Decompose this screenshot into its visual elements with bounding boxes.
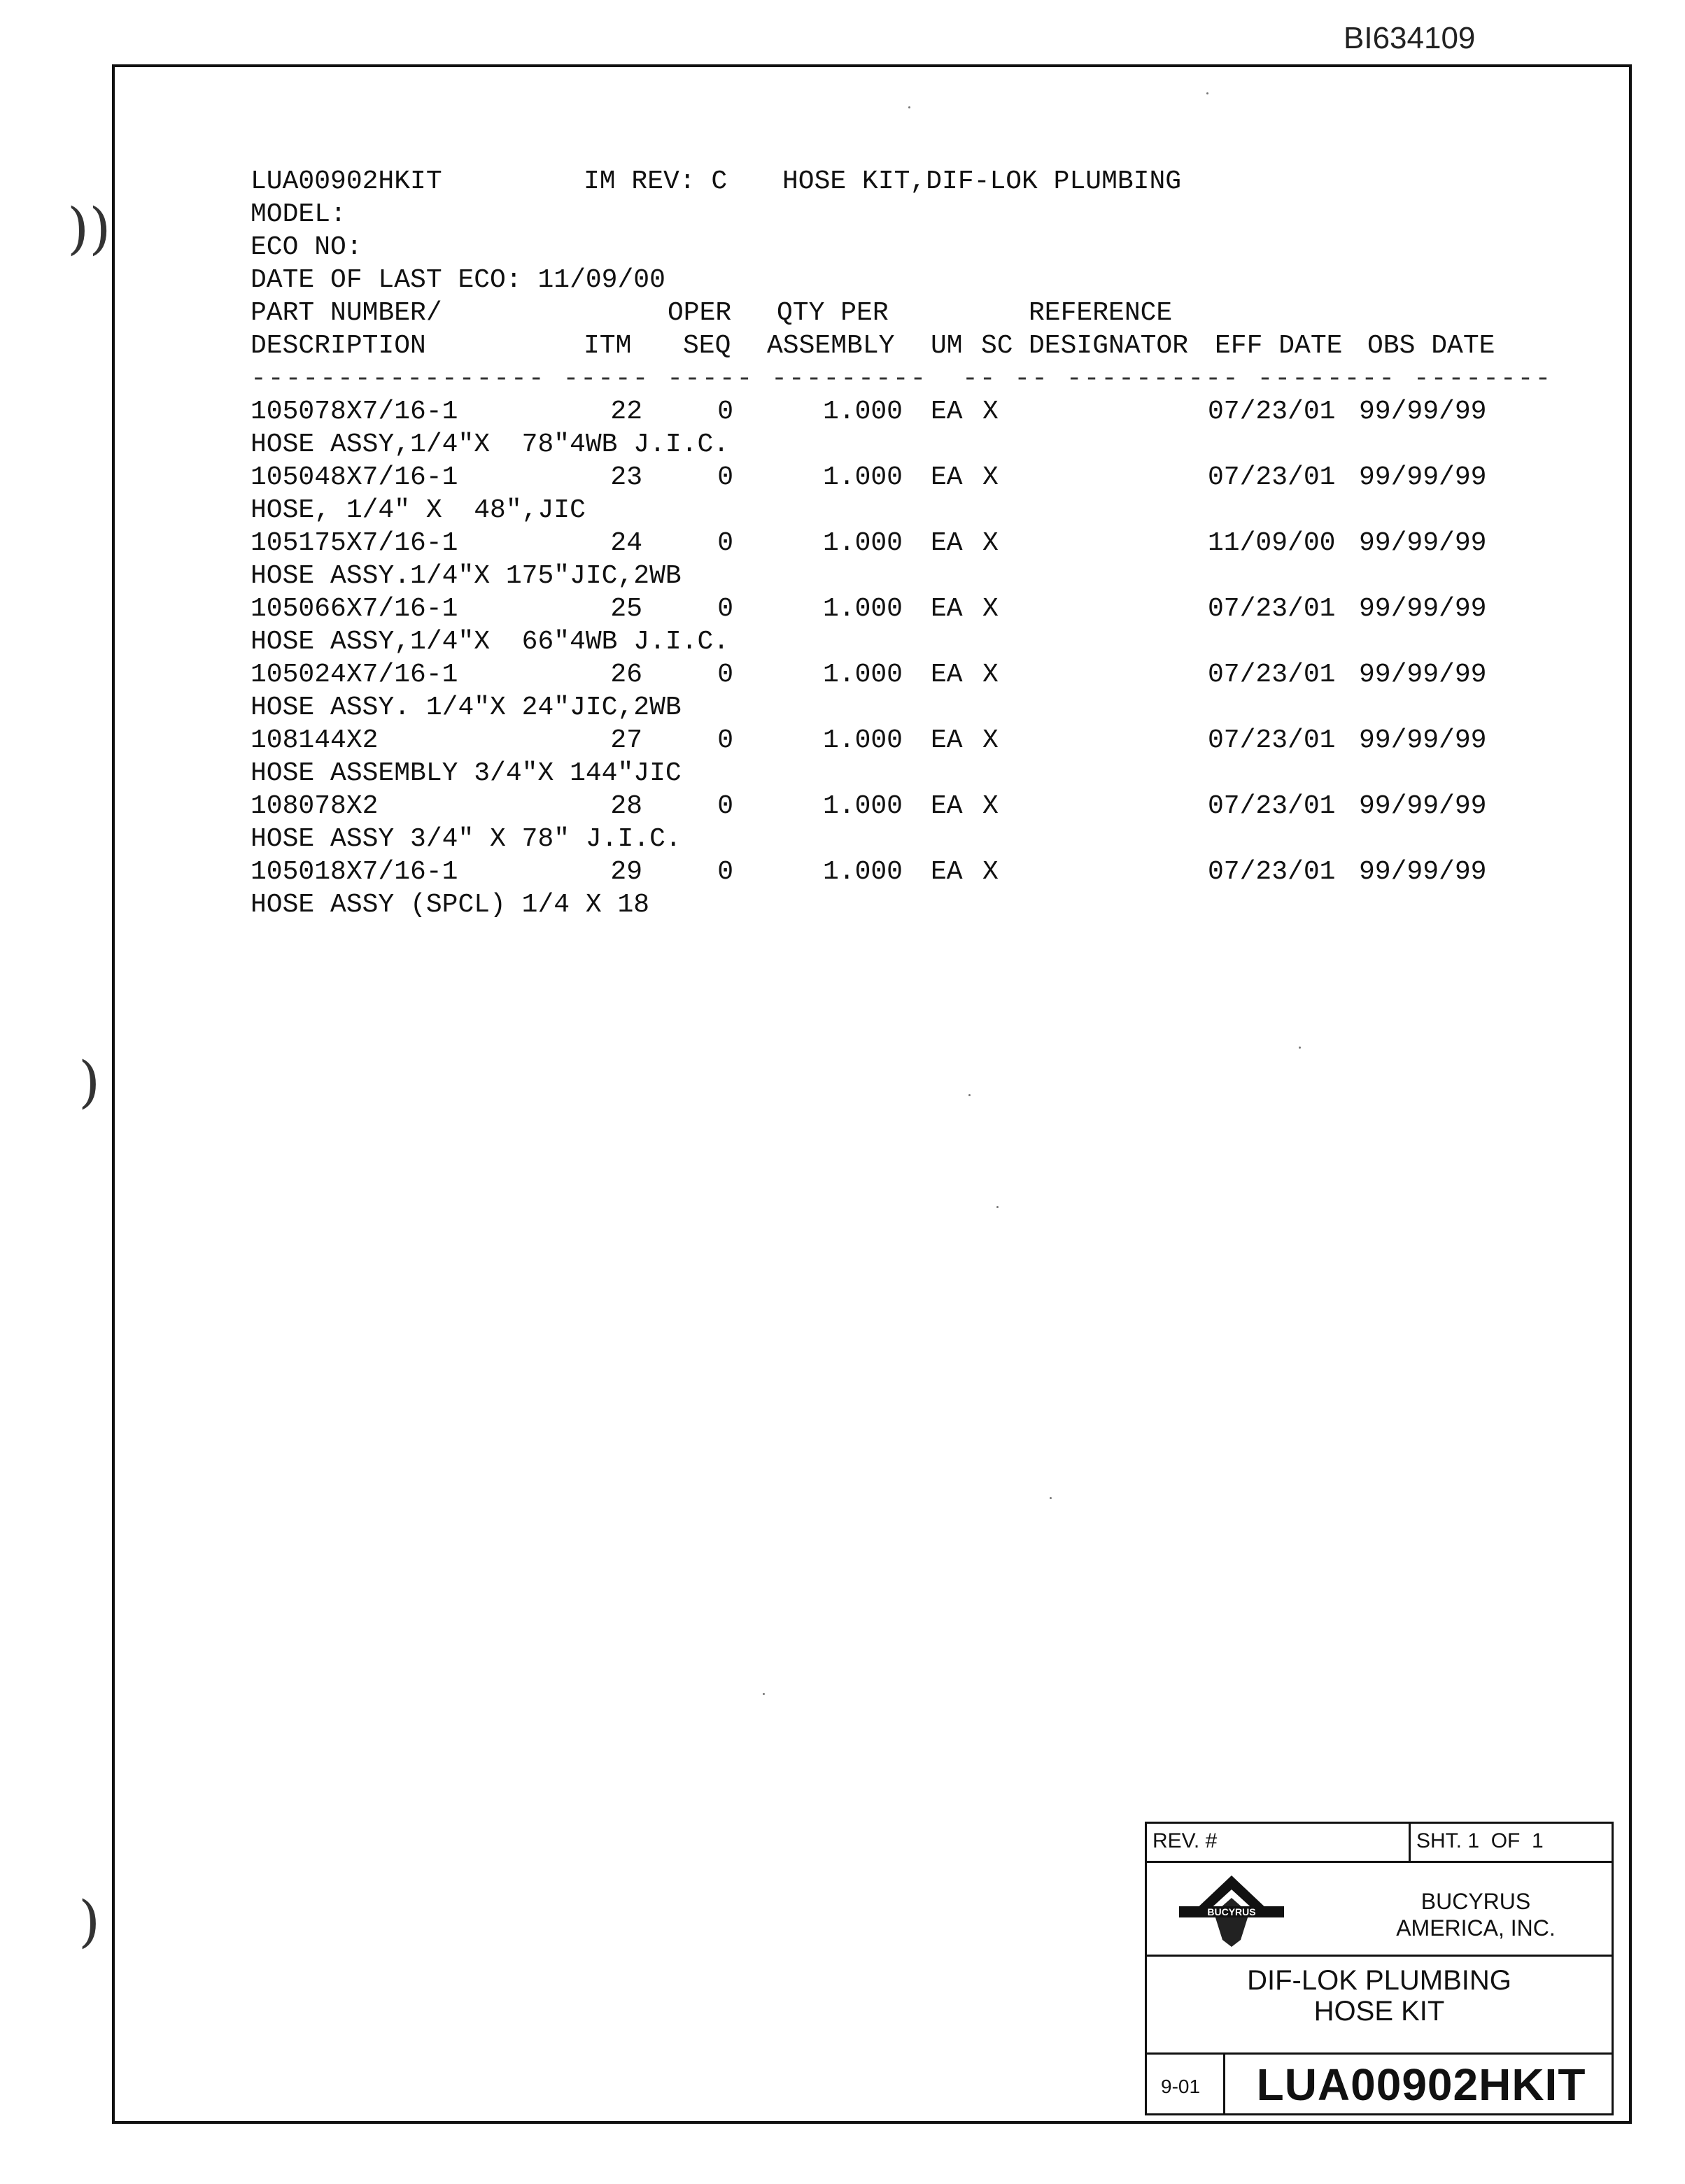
col-obs-date: OBS DATE [1367,331,1495,361]
title-block-title-row [1147,1957,1612,2055]
kit-title: HOSE KIT,DIF-LOK PLUMBING [782,166,1182,197]
eco-number-label: ECO NO: [251,232,362,262]
item-um: EA [931,528,963,558]
item-eff-date: 11/09/00 [1208,528,1336,558]
parts-listing [251,165,1553,921]
item-um: EA [931,725,963,756]
item-part-number: 105018X7/16-1 [251,857,458,887]
item-itm: 27 [610,725,642,756]
item-obs-date: 99/99/99 [1359,397,1487,427]
separator-dashes: ----------------- ----- ----- --------- -- -- ---------- -------- -------- [251,364,1553,394]
item-oper-seq: 0 [717,397,733,427]
item-obs-date: 99/99/99 [1359,725,1487,756]
im-revision: IM REV: C [584,166,728,197]
item-part-number: 105078X7/16-1 [251,397,458,427]
header-line-1 [251,165,1182,198]
item-sc: X [982,725,999,756]
item-itm: 28 [610,791,642,821]
item-rows [251,395,1487,921]
item-oper-seq: 0 [717,857,733,887]
item-um: EA [931,857,963,887]
company-line-1: BUCYRUS [1420,1889,1531,1914]
item-um: EA [931,594,963,624]
col-oper: OPER [668,298,732,328]
col-part-number: PART NUMBER/ [251,298,442,328]
item-description: HOSE ASSEMBLY 3/4"X 144"JIC [251,758,682,788]
item-qty: 1.000 [822,857,903,887]
item-row [251,593,1487,625]
col-itm: ITM [584,331,632,361]
column-separator [251,362,1553,395]
scan-speck [908,106,910,108]
item-row [251,395,1487,428]
header-line-model [251,198,346,231]
title-block [1145,1822,1614,2115]
scan-speck [996,1206,999,1208]
item-qty: 1.000 [822,397,903,427]
item-description: HOSE ASSY 3/4" X 78" J.I.C. [251,824,682,854]
logo-lettering: BUCYRUS [1207,1906,1256,1917]
title-block-rev-row [1147,1824,1612,1863]
item-oper-seq: 0 [717,791,733,821]
item-row [251,724,1487,757]
item-oper-seq: 0 [717,594,733,624]
col-assembly: ASSEMBLY [767,331,895,361]
item-qty: 1.000 [822,725,903,756]
col-sc: SC [981,331,1013,361]
item-obs-date: 99/99/99 [1359,528,1487,558]
item-sc: X [982,462,999,492]
item-part-number: 105048X7/16-1 [251,462,458,492]
col-eff-date: EFF DATE [1215,331,1343,361]
drawing-number: LUA00902HKIT [1256,2059,1586,2110]
item-row [251,856,1487,888]
item-description: HOSE ASSY,1/4"X 66"4WB J.I.C. [251,627,730,657]
title-block-number-row [1147,2055,1612,2113]
item-sc: X [982,528,999,558]
item-qty: 1.000 [822,660,903,690]
sheet-box [1409,1824,1612,1861]
margin-mark: )) [67,196,111,261]
item-part-number: 108078X2 [251,791,379,821]
item-qty: 1.000 [822,791,903,821]
item-description-row [251,494,586,527]
col-description: DESCRIPTION [251,331,426,361]
last-eco-date: DATE OF LAST ECO: 11/09/00 [251,265,665,295]
item-itm: 22 [610,397,642,427]
item-description-row [251,691,682,724]
item-description-row [251,823,682,856]
kit-part-number: LUA00902HKIT [251,166,442,197]
scan-speck [1299,1047,1301,1049]
item-qty: 1.000 [822,594,903,624]
scan-speck [1206,92,1208,94]
item-eff-date: 07/23/01 [1208,660,1336,690]
item-description-row [251,757,682,790]
item-description-row [251,625,730,658]
item-sc: X [982,594,999,624]
scan-speck [763,1693,765,1695]
drawing-title-line-2: HOSE KIT [1313,1996,1445,2027]
item-eff-date: 07/23/01 [1208,397,1336,427]
item-obs-date: 99/99/99 [1359,791,1487,821]
item-itm: 29 [610,857,642,887]
document-id: BI634109 [1344,21,1476,55]
item-description-row [251,888,650,921]
col-designator: DESIGNATOR [1029,331,1189,361]
item-description: HOSE ASSY.1/4"X 175"JIC,2WB [251,561,682,591]
item-qty: 1.000 [822,528,903,558]
revision-label: REV. # [1152,1829,1218,1852]
item-um: EA [931,462,963,492]
item-qty: 1.000 [822,462,903,492]
model-label: MODEL: [251,199,346,229]
item-description-row [251,560,682,593]
item-part-number: 105066X7/16-1 [251,594,458,624]
item-itm: 25 [610,594,642,624]
drawing-title-line-1: DIF-LOK PLUMBING [1247,1965,1511,1996]
item-itm: 23 [610,462,642,492]
title-block-logo-row [1147,1863,1612,1957]
item-um: EA [931,397,963,427]
item-sc: X [982,397,999,427]
item-description: HOSE ASSY,1/4"X 78"4WB J.I.C. [251,430,730,460]
col-reference: REFERENCE [1029,298,1173,328]
item-obs-date: 99/99/99 [1359,594,1487,624]
item-oper-seq: 0 [717,462,733,492]
item-oper-seq: 0 [717,528,733,558]
col-um: UM [931,331,963,361]
item-obs-date: 99/99/99 [1359,660,1487,690]
header-line-eco-date [251,264,665,297]
scan-speck [968,1094,971,1096]
item-sc: X [982,660,999,690]
item-itm: 24 [610,528,642,558]
item-obs-date: 99/99/99 [1359,462,1487,492]
item-eff-date: 07/23/01 [1208,791,1336,821]
item-um: EA [931,660,963,690]
item-obs-date: 99/99/99 [1359,857,1487,887]
item-eff-date: 07/23/01 [1208,857,1336,887]
column-header-line-1 [251,297,1173,329]
item-description: HOSE ASSY (SPCL) 1/4 X 18 [251,890,650,920]
item-row [251,461,1487,494]
item-description: HOSE, 1/4" X 48",JIC [251,495,586,525]
scan-speck [1050,1497,1052,1499]
item-part-number: 105024X7/16-1 [251,660,458,690]
item-sc: X [982,857,999,887]
col-qty-per: QTY PER [777,298,889,328]
item-row [251,790,1487,823]
item-sc: X [982,791,999,821]
col-seq: SEQ [683,331,731,361]
margin-mark: ) [78,1889,101,1954]
item-description: HOSE ASSY. 1/4"X 24"JIC,2WB [251,693,682,723]
item-um: EA [931,791,963,821]
item-row [251,527,1487,560]
item-eff-date: 07/23/01 [1208,594,1336,624]
item-eff-date: 07/23/01 [1208,725,1336,756]
item-oper-seq: 0 [717,725,733,756]
item-eff-date: 07/23/01 [1208,462,1336,492]
company-name [1357,1888,1595,1941]
bucyrus-logo [1172,1870,1291,1948]
item-row [251,658,1487,691]
sheet-number: SHT. 1 OF 1 [1416,1829,1544,1852]
item-oper-seq: 0 [717,660,733,690]
margin-mark: ) [78,1049,101,1114]
revision-date: 9-01 [1161,2076,1201,2097]
company-line-2: AMERICA, INC. [1396,1915,1556,1941]
item-description-row [251,428,730,461]
column-header-line-2 [251,329,1495,362]
item-part-number: 105175X7/16-1 [251,528,458,558]
header-line-eco [251,231,362,264]
revision-date-box [1147,2055,1225,2113]
item-itm: 26 [610,660,642,690]
item-part-number: 108144X2 [251,725,379,756]
